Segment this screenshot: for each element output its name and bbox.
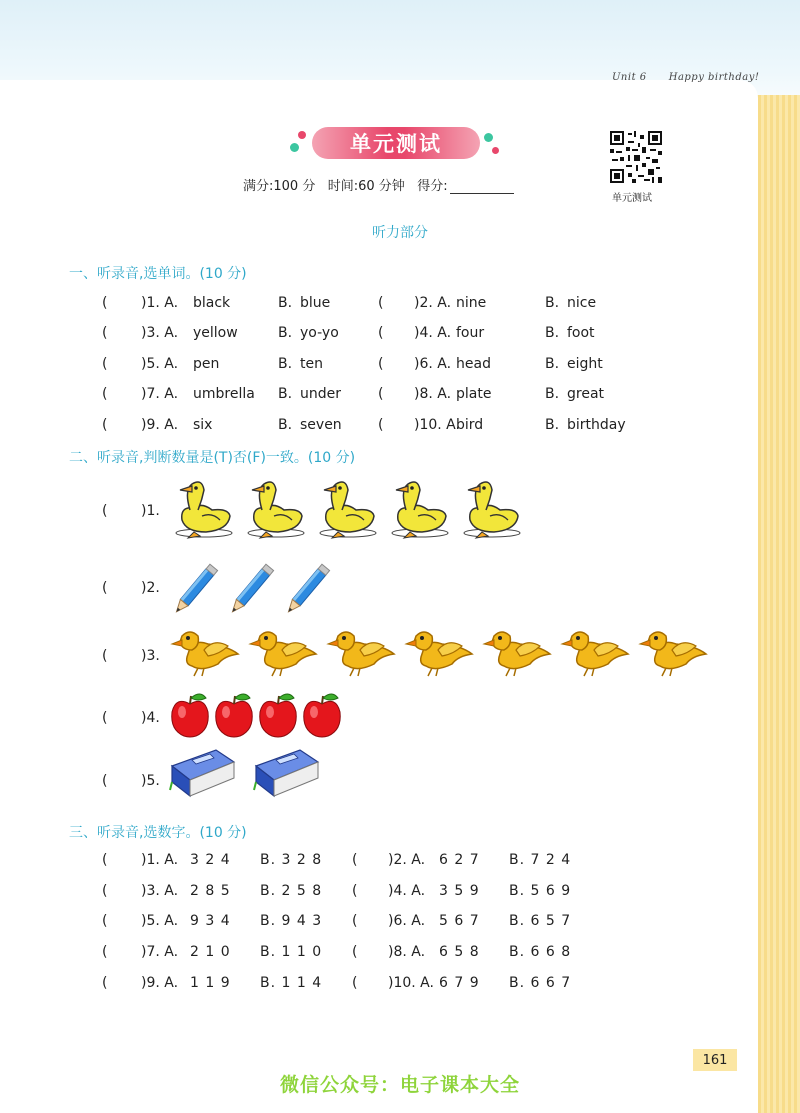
listening-heading: 听力部分 (372, 225, 428, 241)
question-number: )4. (141, 710, 160, 726)
bird-icon (402, 624, 480, 686)
question-number: )10. A. (388, 975, 434, 991)
picture-row (168, 692, 344, 744)
option-b-label: B. (545, 325, 560, 341)
option-a: 6 2 7 (439, 852, 480, 868)
apple-icon (300, 692, 344, 744)
option-a: nine (456, 295, 487, 311)
option-b: birthday (567, 417, 626, 433)
answer-blank[interactable]: ( (352, 944, 358, 960)
option-b-label: B. (545, 295, 560, 311)
option-a: 2 8 5 (190, 883, 231, 899)
answer-blank[interactable]: ( (102, 580, 108, 596)
title-banner (290, 127, 502, 161)
bird-icon (558, 624, 636, 686)
option-b: nice (567, 295, 597, 311)
question-number: )1. A. (141, 295, 179, 311)
page-number: 161 (693, 1049, 737, 1071)
answer-blank[interactable]: ( (102, 648, 108, 664)
question-number: )8. A. (388, 944, 426, 960)
option-a: six (193, 417, 213, 433)
question-number: )2. A. (388, 852, 426, 868)
option-b: B. 7 2 4 (509, 852, 572, 868)
option-b: foot (567, 325, 595, 341)
question-number: )7. A. (141, 386, 179, 402)
option-b: under (300, 386, 342, 402)
answer-blank[interactable]: ( (352, 913, 358, 929)
answer-blank[interactable]: ( (378, 386, 384, 402)
option-b-label: B. (278, 417, 293, 433)
duck-icon (388, 476, 460, 546)
answer-blank[interactable]: ( (352, 975, 358, 991)
option-a: 6 7 9 (439, 975, 480, 991)
answer-blank[interactable]: ( (102, 356, 108, 372)
picture-row (170, 556, 338, 618)
answer-blank[interactable]: ( (102, 710, 108, 726)
option-b: B. 6 5 7 (509, 913, 572, 929)
option-b-label: B. (545, 356, 560, 372)
answer-blank[interactable]: ( (378, 417, 384, 433)
option-a: four (456, 325, 485, 341)
question-number: )5. (141, 773, 160, 789)
dot-decoration (484, 133, 493, 142)
option-b: blue (300, 295, 331, 311)
apple-icon (256, 692, 300, 744)
question-number: )8. A. (414, 386, 452, 402)
option-a: 6 5 8 (439, 944, 480, 960)
option-a: 1 1 9 (190, 975, 231, 991)
duck-icon (172, 476, 244, 546)
question-number: )4. A. (414, 325, 452, 341)
option-a: umbrella (193, 386, 255, 402)
option-b: B. 1 1 0 (260, 944, 323, 960)
question-number: )3. A. (141, 883, 179, 899)
answer-blank[interactable]: ( (102, 325, 108, 341)
answer-blank[interactable]: ( (102, 975, 108, 991)
question-number: )9. A. (141, 417, 179, 433)
answer-blank[interactable]: ( (102, 773, 108, 789)
dot-decoration (290, 143, 299, 152)
option-a: yellow (193, 325, 238, 341)
pencil-icon (282, 556, 338, 618)
qr-label: 单元测试 (612, 193, 652, 204)
answer-blank[interactable]: ( (102, 852, 108, 868)
option-b: ten (300, 356, 323, 372)
option-a: 3 2 4 (190, 852, 231, 868)
option-b: eight (567, 356, 603, 372)
question-number: )3. (141, 648, 160, 664)
question-number: )4. A. (388, 883, 426, 899)
option-b-label: B. (278, 295, 293, 311)
answer-blank[interactable]: ( (102, 417, 108, 433)
book-icon (252, 748, 336, 804)
option-b-label: B. (545, 386, 560, 402)
option-b: seven (300, 417, 342, 433)
pencil-icon (170, 556, 226, 618)
bird-icon (324, 624, 402, 686)
answer-blank[interactable]: ( (378, 295, 384, 311)
apple-icon (168, 692, 212, 744)
answer-blank[interactable]: ( (102, 503, 108, 519)
page-title: 单元测试 (350, 132, 442, 156)
option-b: great (567, 386, 605, 402)
dot-decoration (492, 147, 499, 154)
option-a: head (456, 356, 491, 372)
question-number: )1. (141, 503, 160, 519)
option-b: B. 3 2 8 (260, 852, 323, 868)
option-b-label: B. (545, 417, 560, 433)
option-a: pen (193, 356, 220, 372)
duck-icon (460, 476, 532, 546)
option-a: plate (456, 386, 492, 402)
section-title: 三、听录音,选数字。(10 分) (69, 825, 247, 841)
title-pill (312, 127, 480, 159)
answer-blank[interactable]: ( (102, 295, 108, 311)
option-b-label: B. (278, 325, 293, 341)
answer-blank[interactable]: ( (352, 883, 358, 899)
score-info (243, 175, 514, 194)
question-number: )3. A. (141, 325, 179, 341)
answer-blank[interactable]: ( (102, 883, 108, 899)
question-number: )1. A. (141, 852, 179, 868)
option-a: bird (456, 417, 484, 433)
bird-icon (246, 624, 324, 686)
header-unit: Unit 6 (612, 72, 647, 83)
option-b-label: B. (278, 386, 293, 402)
time-limit: 时间:60 分钟 (327, 179, 405, 194)
answer-blank[interactable]: ( (378, 325, 384, 341)
option-b: B. 9 4 3 (260, 913, 323, 929)
duck-icon (316, 476, 388, 546)
score-label: 得分: (417, 179, 448, 194)
question-number: )7. A. (141, 944, 179, 960)
option-b-label: B. (278, 356, 293, 372)
full-score: 满分:100 分 (243, 179, 316, 194)
duck-icon (244, 476, 316, 546)
bird-icon (636, 624, 714, 686)
option-a: 2 1 0 (190, 944, 231, 960)
picture-row (168, 748, 336, 804)
section-title: 一、听录音,选单词。(10 分) (69, 266, 247, 282)
dot-decoration (298, 131, 306, 139)
picture-row (172, 476, 532, 546)
qr-code-icon[interactable] (610, 131, 662, 183)
apple-icon (212, 692, 256, 744)
running-header (612, 72, 759, 83)
option-b: B. 2 5 8 (260, 883, 323, 899)
picture-row (168, 624, 714, 686)
question-number: )2. A. (414, 295, 452, 311)
answer-blank[interactable]: ( (352, 852, 358, 868)
book-icon (168, 748, 252, 804)
option-b: B. 6 6 8 (509, 944, 572, 960)
score-blank[interactable] (450, 193, 514, 194)
option-a: 9 3 4 (190, 913, 231, 929)
header-topic: Happy birthday! (668, 72, 760, 83)
question-number: )6. A. (414, 356, 452, 372)
option-a: 3 5 9 (439, 883, 480, 899)
option-a: 5 6 7 (439, 913, 480, 929)
answer-blank[interactable]: ( (102, 386, 108, 402)
option-a: black (193, 295, 231, 311)
question-number: )5. A. (141, 356, 179, 372)
question-number: )6. A. (388, 913, 426, 929)
question-number: )2. (141, 580, 160, 596)
option-b: B. 5 6 9 (509, 883, 572, 899)
option-b: B. 1 1 4 (260, 975, 323, 991)
answer-blank[interactable]: ( (102, 944, 108, 960)
question-number: )9. A. (141, 975, 179, 991)
option-b: B. 6 6 7 (509, 975, 572, 991)
question-number: )5. A. (141, 913, 179, 929)
pencil-icon (226, 556, 282, 618)
bird-icon (168, 624, 246, 686)
footer-watermark: 微信公众号：电子课本大全 (279, 1074, 520, 1096)
bird-icon (480, 624, 558, 686)
question-number: )10. A. (414, 417, 460, 433)
option-b: yo-yo (300, 325, 339, 341)
answer-blank[interactable]: ( (378, 356, 384, 372)
section-title: 二、听录音,判断数量是(T)否(F)一致。(10 分) (69, 450, 356, 466)
answer-blank[interactable]: ( (102, 913, 108, 929)
